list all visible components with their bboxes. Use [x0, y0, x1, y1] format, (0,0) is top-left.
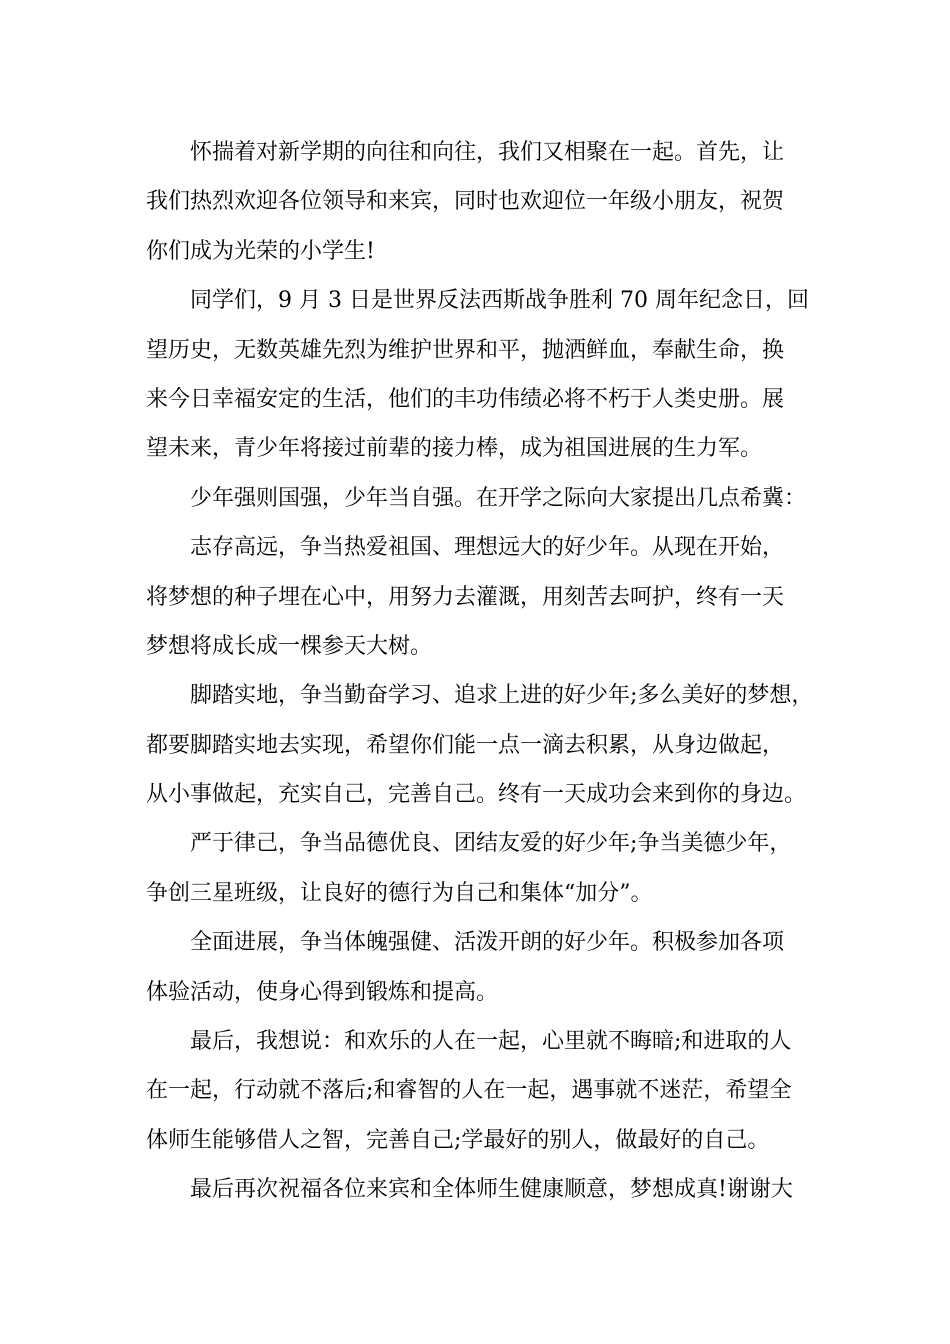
- paragraph-line: 我们热烈欢迎各位领导和来宾，同时也欢迎位一年级小朋友，祝贺: [146, 189, 785, 215]
- paragraph-development: [146, 918, 826, 1017]
- paragraph-line: 体师生能够借人之智，完善自己;学最好的别人，做最好的自己。: [146, 1127, 770, 1153]
- paragraph-final-wishes: [146, 1165, 826, 1214]
- paragraph-line: 志存高远，争当热爱祖国、理想远大的好少年。从现在开始，: [190, 535, 785, 561]
- paragraph-hopes-intro: [146, 474, 826, 523]
- paragraph-line: 你们成为光荣的小学生!: [146, 238, 375, 264]
- paragraph-welcome: [146, 128, 826, 276]
- paragraph-history: [146, 276, 826, 474]
- paragraph-line: 脚踏实地，争当勤奋学习、追求上进的好少年;多么美好的梦想，: [190, 683, 814, 709]
- paragraph-line: 体验活动，使身心得到锻炼和提高。: [146, 979, 499, 1005]
- paragraph-line: 最后再次祝福各位来宾和全体师生健康顺意，梦想成真!谢谢大: [190, 1177, 793, 1203]
- paragraph-line: 怀揣着对新学期的向往和向往，我们又相聚在一起。首先，让: [190, 140, 785, 165]
- paragraph-line: 在一起，行动就不落后;和睿智的人在一起，遇事就不迷茫，希望全: [146, 1078, 792, 1104]
- paragraph-line: 梦想将成长成一棵参天大树。: [146, 633, 433, 659]
- paragraph-line: 严于律己，争当品德优良、团结友爱的好少年;争当美德少年，: [190, 831, 792, 857]
- paragraph-line: 从小事做起，充实自己，完善自己。终有一天成功会来到你的身边。: [146, 782, 807, 808]
- document-body: [146, 128, 826, 1215]
- paragraph-line: 来今日幸福安定的生活，他们的丰功伟绩必将不朽于人类史册。展: [146, 386, 785, 412]
- paragraph-closing-thoughts: [146, 1017, 826, 1165]
- paragraph-line: 少年强则国强，少年当自强。在开学之际向大家提出几点希冀：: [190, 485, 807, 511]
- paragraph-line: 将梦想的种子埋在心中，用努力去灌溉，用刻苦去呵护，终有一天: [146, 584, 785, 610]
- paragraph-line: 最后，我想说：和欢乐的人在一起，心里就不晦暗;和进取的人: [190, 1029, 792, 1055]
- paragraph-line: 全面进展，争当体魄强健、活泼开朗的好少年。积极参加各项: [190, 930, 785, 956]
- paragraph-ambition: [146, 523, 826, 671]
- paragraph-self-discipline: [146, 819, 826, 918]
- paragraph-line: 同学们，9 月 3 日是世界反法西斯战争胜利 70 周年纪念日，回: [190, 288, 809, 314]
- paragraph-diligence: [146, 671, 826, 819]
- paragraph-line: 望历史，无数英雄先烈为维护世界和平，抛洒鲜血，奉献生命，换: [146, 337, 785, 363]
- paragraph-line: 望未来，青少年将接过前辈的接力棒，成为祖国进展的生力军。: [146, 436, 763, 462]
- paragraph-line: 都要脚踏实地去实现，希望你们能一点一滴去积累，从身边做起，: [146, 732, 785, 758]
- paragraph-line: 争创三星班级，让良好的德行为自己和集体“加分”。: [146, 880, 653, 906]
